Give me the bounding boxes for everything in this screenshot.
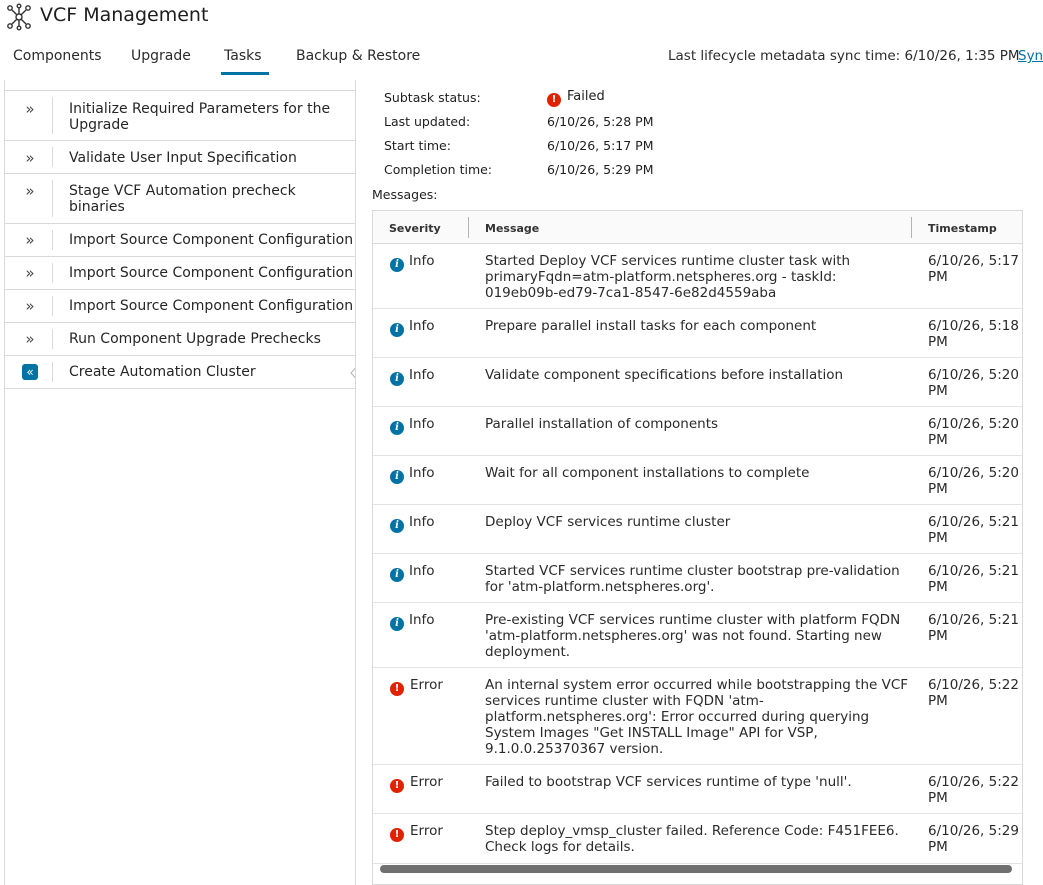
severity-text: Info	[409, 253, 435, 269]
timestamp-cell: 6/10/26, 5:17 PM	[928, 253, 1019, 285]
column-resize-handle[interactable]	[468, 217, 469, 238]
step-label: Stage VCF Automation precheck binaries	[69, 183, 296, 215]
severity-cell	[390, 514, 435, 533]
message-cell: Started VCF services runtime cluster bootstrap pre-validation for 'atm-platform.netspheres.org'.	[485, 563, 900, 595]
severity-cell	[390, 367, 435, 386]
error-icon: !	[390, 682, 404, 696]
table-row	[373, 765, 1023, 814]
info-icon: i	[390, 470, 404, 484]
step-item[interactable]	[5, 141, 356, 174]
severity-text: Info	[409, 416, 435, 432]
selection-caret-icon	[349, 363, 356, 383]
table-row	[373, 814, 1023, 864]
message-cell: Prepare parallel install tasks for each component	[485, 318, 817, 334]
step-divider-top	[5, 80, 356, 91]
info-icon: i	[390, 372, 404, 386]
double-chevron-left-icon[interactable]: «	[22, 364, 38, 380]
severity-text: Error	[410, 774, 443, 790]
severity-cell	[390, 823, 443, 842]
info-icon: i	[390, 568, 404, 582]
error-icon: !	[390, 828, 404, 842]
messages-grid	[372, 210, 1023, 885]
horizontal-scrollbar[interactable]	[380, 865, 1012, 873]
severity-cell	[390, 318, 435, 337]
completion-time-value: 6/10/26, 5:29 PM	[547, 162, 654, 177]
severity-text: Info	[409, 465, 435, 481]
divider	[52, 180, 53, 217]
divider	[52, 296, 53, 316]
timestamp-cell: 6/10/26, 5:20 PM	[928, 465, 1019, 497]
start-time-value: 6/10/26, 5:17 PM	[547, 138, 654, 153]
message-cell: Pre-existing VCF services runtime cluster with platform FQDN 'atm-platform.netspheres.org' was not found. Starting new deployment.	[485, 612, 901, 660]
tab-components[interactable]: Components	[13, 48, 102, 64]
timestamp-cell: 6/10/26, 5:20 PM	[928, 416, 1019, 448]
message-cell: Started Deploy VCF services runtime cluster task with primaryFqdn=atm-platform.netspheres.org - taskId: 019eb09b-ed79-7ca1-8547-6e82d4559aba	[485, 253, 851, 301]
divider	[52, 329, 53, 349]
step-label: Import Source Component Configuration	[69, 265, 354, 281]
severity-text: Info	[409, 612, 435, 628]
step-item[interactable]	[5, 174, 356, 224]
step-item[interactable]	[5, 323, 356, 356]
step-item[interactable]	[5, 224, 356, 257]
severity-cell	[390, 416, 435, 435]
step-label: Initialize Required Parameters for the Upgrade	[69, 101, 331, 133]
message-cell: Deploy VCF services runtime cluster	[485, 514, 731, 530]
tab-upgrade[interactable]: Upgrade	[131, 48, 191, 64]
column-resize-handle[interactable]	[911, 217, 912, 238]
divider	[52, 263, 53, 283]
severity-text: Error	[410, 677, 443, 693]
last-updated-value: 6/10/26, 5:28 PM	[547, 114, 654, 129]
timestamp-cell: 6/10/26, 5:22 PM	[928, 677, 1019, 709]
last-updated-label: Last updated:	[384, 114, 471, 129]
step-item[interactable]	[5, 257, 356, 290]
severity-text: Info	[409, 367, 435, 383]
step-item-active[interactable]	[5, 356, 356, 389]
completion-time-label: Completion time:	[384, 162, 493, 177]
sync-time-label: Last lifecycle metadata sync time: 6/10/26, 1:35 PM	[668, 48, 1020, 64]
step-item[interactable]	[5, 290, 356, 323]
message-cell: An internal system error occurred while bootstrapping the VCF services runtime cluster with FQDN 'atm-platform.netspheres.org': Error occurred during querying System Images "Get INSTALL Image" API for VSP, 9.1.0.0.25370367 version.	[485, 677, 909, 757]
status-label: Subtask status:	[384, 90, 481, 105]
app-header	[0, 0, 1043, 34]
severity-text: Info	[409, 514, 435, 530]
step-label: Run Component Upgrade Prechecks	[69, 331, 321, 347]
severity-cell	[390, 563, 435, 582]
timestamp-cell: 6/10/26, 5:29 PM	[928, 823, 1019, 855]
message-cell: Failed to bootstrap VCF services runtime of type 'null'.	[485, 774, 852, 790]
timestamp-cell: 6/10/26, 5:20 PM	[928, 367, 1019, 399]
table-row	[373, 407, 1023, 456]
double-chevron-right-icon[interactable]: »	[25, 149, 35, 167]
timestamp-cell: 6/10/26, 5:18 PM	[928, 318, 1019, 350]
step-label: Import Source Component Configuration	[69, 298, 354, 314]
task-steps-panel	[4, 80, 356, 885]
message-cell: Validate component specifications before installation	[485, 367, 844, 383]
info-icon: i	[390, 421, 404, 435]
status-text: Failed	[567, 89, 605, 104]
timestamp-cell: 6/10/26, 5:21 PM	[928, 612, 1019, 644]
messages-label: Messages:	[372, 187, 438, 202]
message-cell: Step deploy_vmsp_cluster failed. Reference Code: F451FEE6. Check logs for details.	[485, 823, 899, 855]
severity-text: Error	[410, 823, 443, 839]
severity-text: Info	[409, 318, 435, 334]
divider	[52, 97, 53, 134]
table-row	[373, 456, 1023, 505]
double-chevron-right-icon[interactable]: »	[25, 264, 35, 282]
sync-link[interactable]: Syn	[1018, 48, 1043, 64]
table-row	[373, 358, 1023, 407]
vcf-network-logo-icon	[5, 3, 33, 31]
start-time-label: Start time:	[384, 138, 451, 153]
step-label: Validate User Input Specification	[69, 150, 297, 166]
table-row	[373, 668, 1023, 765]
table-row	[373, 603, 1023, 668]
tab-backup-restore[interactable]: Backup & Restore	[296, 48, 421, 64]
divider	[52, 362, 53, 382]
double-chevron-right-icon[interactable]: »	[25, 100, 35, 118]
info-icon: i	[390, 258, 404, 272]
tab-tasks[interactable]: Tasks	[224, 48, 262, 64]
status-value	[547, 89, 605, 107]
step-item[interactable]	[5, 91, 356, 141]
table-row	[373, 505, 1023, 554]
severity-cell	[390, 612, 435, 631]
column-message[interactable]: Message	[485, 222, 540, 235]
main-tabs	[0, 38, 1043, 74]
double-chevron-right-icon[interactable]: »	[25, 297, 35, 315]
table-row	[373, 309, 1023, 358]
timestamp-cell: 6/10/26, 5:21 PM	[928, 514, 1019, 546]
error-icon: !	[547, 93, 561, 107]
step-label: Import Source Component Configuration	[69, 232, 354, 248]
severity-cell	[390, 465, 435, 484]
info-icon: i	[390, 617, 404, 631]
divider	[52, 230, 53, 250]
timestamp-cell: 6/10/26, 5:21 PM	[928, 563, 1019, 595]
timestamp-cell: 6/10/26, 5:22 PM	[928, 774, 1019, 806]
app-title: VCF Management	[40, 4, 209, 26]
divider	[52, 147, 53, 167]
double-chevron-right-icon[interactable]: »	[25, 330, 35, 348]
table-row	[373, 244, 1023, 309]
step-label: Create Automation Cluster	[69, 364, 256, 380]
table-row	[373, 554, 1023, 603]
severity-text: Info	[409, 563, 435, 579]
double-chevron-right-icon[interactable]: »	[25, 182, 35, 200]
message-cell: Parallel installation of components	[485, 416, 719, 432]
message-cell: Wait for all component installations to complete	[485, 465, 810, 481]
error-icon: !	[390, 779, 404, 793]
info-icon: i	[390, 519, 404, 533]
severity-cell	[390, 253, 435, 272]
column-timestamp[interactable]: Timestamp	[928, 222, 997, 235]
severity-cell	[390, 677, 443, 696]
severity-cell	[390, 774, 443, 793]
double-chevron-right-icon[interactable]: »	[25, 231, 35, 249]
info-icon: i	[390, 323, 404, 337]
grid-header	[373, 211, 1023, 244]
column-severity[interactable]: Severity	[389, 222, 441, 235]
